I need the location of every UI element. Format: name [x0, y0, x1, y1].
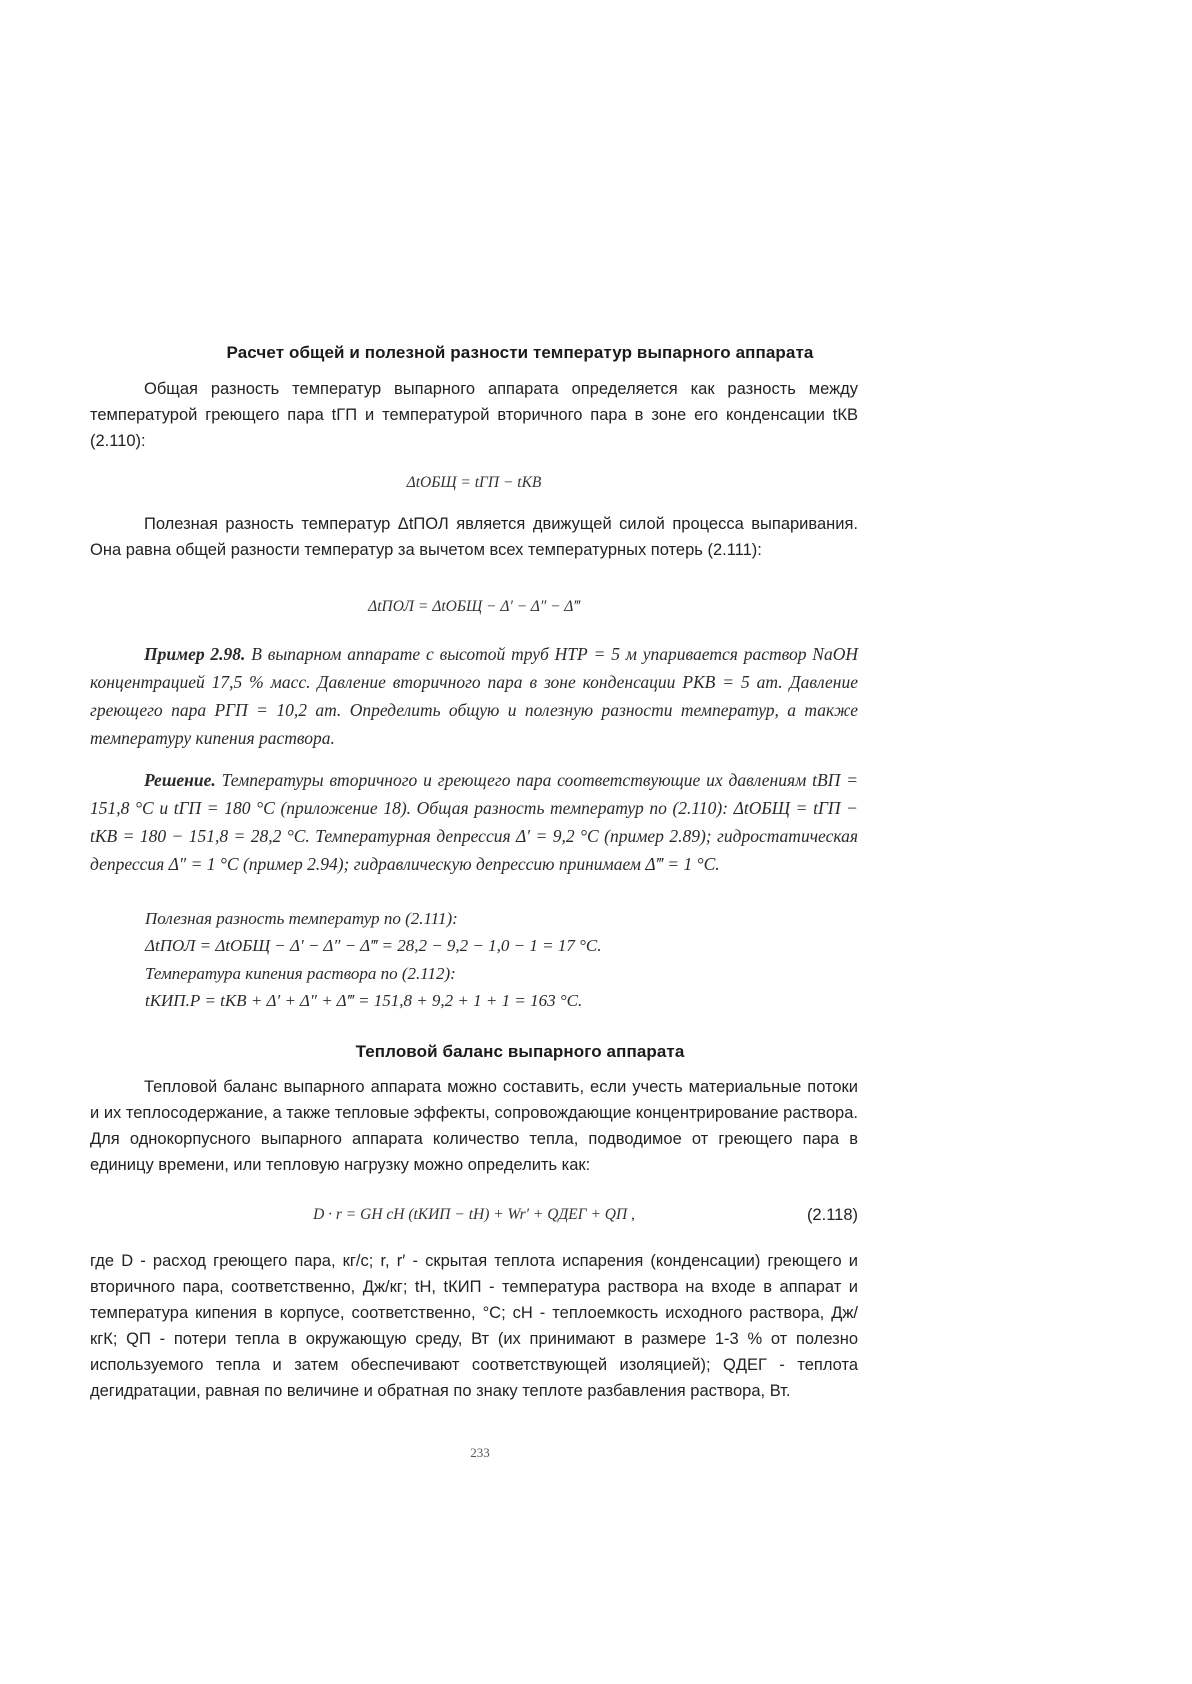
solution-text: Температуры вторичного и греющего пара соответствующие их давлениям tВП = 151,8 °C и tГП = 180 °C (приложение 18). Общая разность температур по (2.110): ΔtОБЩ = tГП − tКВ = 180 − 151,8 = 28,2 °C. Температурная депрессия Δ′ = 9,2 °C (пример 2.89); гидростатическая депрессия Δ″ = 1 °C (пример 2.94); гидравлическую депрессию принимаем Δ‴ = 1 °C.	[90, 770, 859, 874]
calc-useful-equation: ΔtПОЛ = ΔtОБЩ − Δ′ − Δ″ − Δ‴ = 28,2 − 9,2 − 1,0 − 1 = 17 °C.	[145, 936, 602, 955]
calc-boil-equation: tКИП.Р = tКВ + Δ′ + Δ″ + Δ‴ = 151,8 + 9,2 + 1 + 1 = 163 °C.	[145, 991, 583, 1010]
formula-useful-difference: ΔtПОЛ = ΔtОБЩ − Δ′ − Δ″ − Δ‴	[368, 598, 580, 615]
solution-label: Решение.	[144, 770, 216, 790]
formula-number: (2.118)	[806, 1206, 858, 1224]
paragraph-heat-balance: Тепловой баланс выпарного аппарата можно составить, если учесть материальные потоки и их теплосодержание, а также тепловые эффекты, сопровождающие концентрирование раствора. Для однокорпусного выпарного аппарата количество тепла, подводимое от греющего пара в единицу времени, или тепловую нагрузку можно определить как:	[90, 1078, 858, 1174]
section-heading-heat-balance: Тепловой баланс выпарного аппарата	[355, 1042, 685, 1061]
page-number: 233	[470, 1445, 490, 1460]
calc-boil-label: Температура кипения раствора по (2.112):	[145, 964, 456, 983]
paragraph-useful-difference: Полезная разность температур ΔtПОЛ является движущей силой процесса выпаривания. Она равна общей разности температур за вычетом всех температурных потерь (2.111):	[90, 515, 858, 559]
paragraph-variables: где D - расход греющего пара, кг/с; r, r′ - скрытая теплота испарения (конденсации) греющего и вторичного пара, соответственно, Дж/кг; tН, tКИП - температура раствора на входе в аппарат и температура кипения в корпусе, соответственно, °C; cН - теплоемкость исходного раствора, Дж/кгК; QП - потери тепла в окружающую среду, Вт (их принимают в размере 1-3 % от полезно используемого тепла и затем обеспечивают соответствующей изоляцией); QДЕГ - теплота дегидратации, равная по величине и обратная по знаку теплоте разбавления раствора, Вт.	[90, 1252, 858, 1400]
paragraph-total-difference: Общая разность температур выпарного аппарата определяется как разность между температурой греющего пара tГП и температурой вторичного пара в зоне его конденсации tКВ (2.110):	[90, 380, 858, 450]
example-statement	[90, 640, 858, 752]
example-label: Пример 2.98.	[144, 644, 246, 664]
calc-useful-label: Полезная разность температур по (2.111):	[145, 909, 458, 928]
example-solution	[90, 766, 858, 878]
formula-heat-balance-text: D · r = GН cН (tКИП − tН) + Wr′ + QДЕГ + QП ,	[313, 1206, 635, 1223]
section-heading-temperature-difference: Расчет общей и полезной разности температур выпарного аппарата	[226, 343, 814, 362]
formula-heat-balance	[90, 1206, 858, 1224]
example-text: В выпарном аппарате с высотой труб HТР = 5 м упаривается раствор NaOH концентрацией 17,5 % масс. Давление вторичного пара в зоне конденсации PКВ = 5 ат. Давление греющего пара PГП = 10,2 ат. Определить общую и полезную разности температур, а также температуру кипения раствора.	[90, 644, 859, 748]
formula-total-difference: ΔtОБЩ = tГП − tКВ	[406, 474, 542, 491]
